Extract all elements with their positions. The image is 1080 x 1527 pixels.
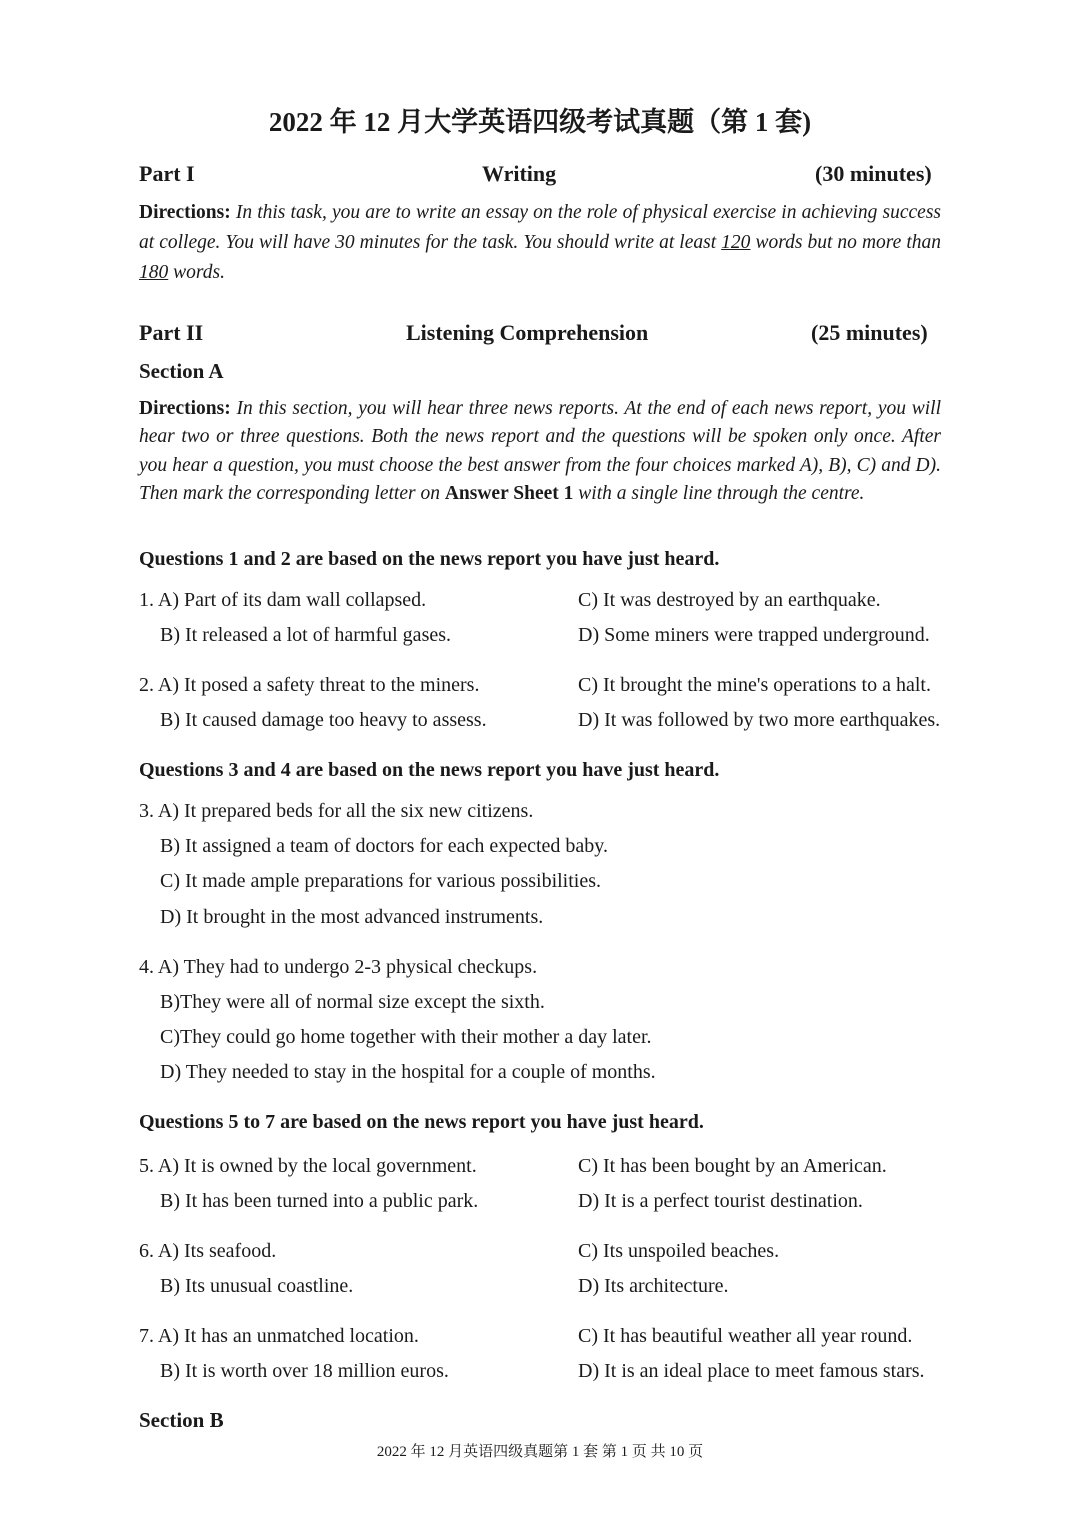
q1-option-b: B) It released a lot of harmful gases. [160, 624, 452, 646]
question-group-3-heading: Questions 5 to 7 are based on the news report you have just heard. [139, 1111, 704, 1133]
page-title: 2022 年 12 月大学英语四级考试真题（第 1 套) [268, 107, 812, 137]
part2-directions-text-1: In this section, you will hear three news reports. At the end of each news report, you will hear two or three questions. Both the news report and the questions will be spoken only once. After you hear a question, you must choose the best answer from the four choices marked A), B), C) and D). Then mark the corresponding letter on [139, 398, 941, 504]
q5-option-d: D) It is a perfect tourist destination. [578, 1190, 863, 1212]
part2-directions-text-2: with a single line through the centre. [573, 482, 865, 504]
answer-sheet-label: Answer Sheet 1 [444, 482, 574, 504]
part1-directions-label: Directions: [139, 202, 231, 223]
q6-option-c: C) Its unspoiled beaches. [578, 1240, 780, 1262]
q4-option-d: D) They needed to stay in the hospital for a couple of months. [160, 1061, 656, 1083]
part1-time: (30 minutes) [815, 161, 932, 186]
part1-directions [139, 198, 941, 288]
q6-option-d: D) Its architecture. [578, 1275, 729, 1297]
question-group-2-heading: Questions 3 and 4 are based on the news report you have just heard. [139, 759, 720, 781]
q7-option-c: C) It has beautiful weather all year round. [578, 1325, 913, 1347]
part1-label: Part I [139, 161, 195, 186]
q2-option-a: 2. A) It posed a safety threat to the miners. [139, 674, 480, 696]
q7-option-d: D) It is an ideal place to meet famous stars. [578, 1360, 925, 1382]
q2-option-c: C) It brought the mine's operations to a halt. [578, 674, 931, 696]
q6-option-b: B) Its unusual coastline. [160, 1275, 354, 1297]
q4-option-b: B)They were all of normal size except the sixth. [160, 991, 545, 1013]
page-footer: 2022 年 12 月英语四级真题第 1 套 第 1 页 共 10 页 [376, 1444, 704, 1460]
q5-option-b: B) It has been turned into a public park. [160, 1190, 479, 1212]
part2-directions-label: Directions: [139, 398, 231, 419]
question-group-1-heading: Questions 1 and 2 are based on the news report you have just heard. [139, 548, 720, 570]
q3-option-d: D) It brought in the most advanced instruments. [160, 906, 544, 928]
q3-option-c: C) It made ample preparations for various possibilities. [160, 870, 602, 892]
q1-option-d: D) Some miners were trapped underground. [578, 624, 930, 646]
part1-max-words: 180 [139, 262, 169, 283]
part2-name: Listening Comprehension [406, 320, 649, 345]
part1-directions-text-3: words. [168, 262, 225, 283]
part1-directions-text-1: In this task, you are to write an essay on the role of physical exercise in achieving success at college. You will have 30 minutes for the task. You should write at least [139, 202, 941, 253]
part2-time: (25 minutes) [811, 320, 928, 345]
q7-option-a: 7. A) It has an unmatched location. [139, 1325, 419, 1347]
part2-label: Part II [139, 320, 204, 345]
q2-option-d: D) It was followed by two more earthquakes. [578, 709, 941, 731]
part1-name: Writing [482, 161, 557, 186]
part2-directions [139, 395, 941, 508]
section-b-heading: Section B [139, 1408, 224, 1432]
q3-option-b: B) It assigned a team of doctors for each expected baby. [160, 835, 608, 857]
section-a-heading: Section A [139, 359, 224, 383]
q1-option-a: 1. A) Part of its dam wall collapsed. [139, 589, 427, 611]
q1-option-c: C) It was destroyed by an earthquake. [578, 589, 881, 611]
q5-option-c: C) It has been bought by an American. [578, 1155, 887, 1177]
q4-option-c: C)They could go home together with their mother a day later. [160, 1026, 652, 1048]
q4-option-a: 4. A) They had to undergo 2-3 physical checkups. [139, 956, 538, 978]
part1-min-words: 120 [721, 232, 751, 253]
q6-option-a: 6. A) Its seafood. [139, 1240, 277, 1262]
part1-directions-text-2: words but no more than [750, 232, 941, 253]
q2-option-b: B) It caused damage too heavy to assess. [160, 709, 487, 731]
q3-option-a: 3. A) It prepared beds for all the six new citizens. [139, 800, 534, 822]
q5-option-a: 5. A) It is owned by the local government. [139, 1155, 477, 1177]
q7-option-b: B) It is worth over 18 million euros. [160, 1360, 449, 1382]
